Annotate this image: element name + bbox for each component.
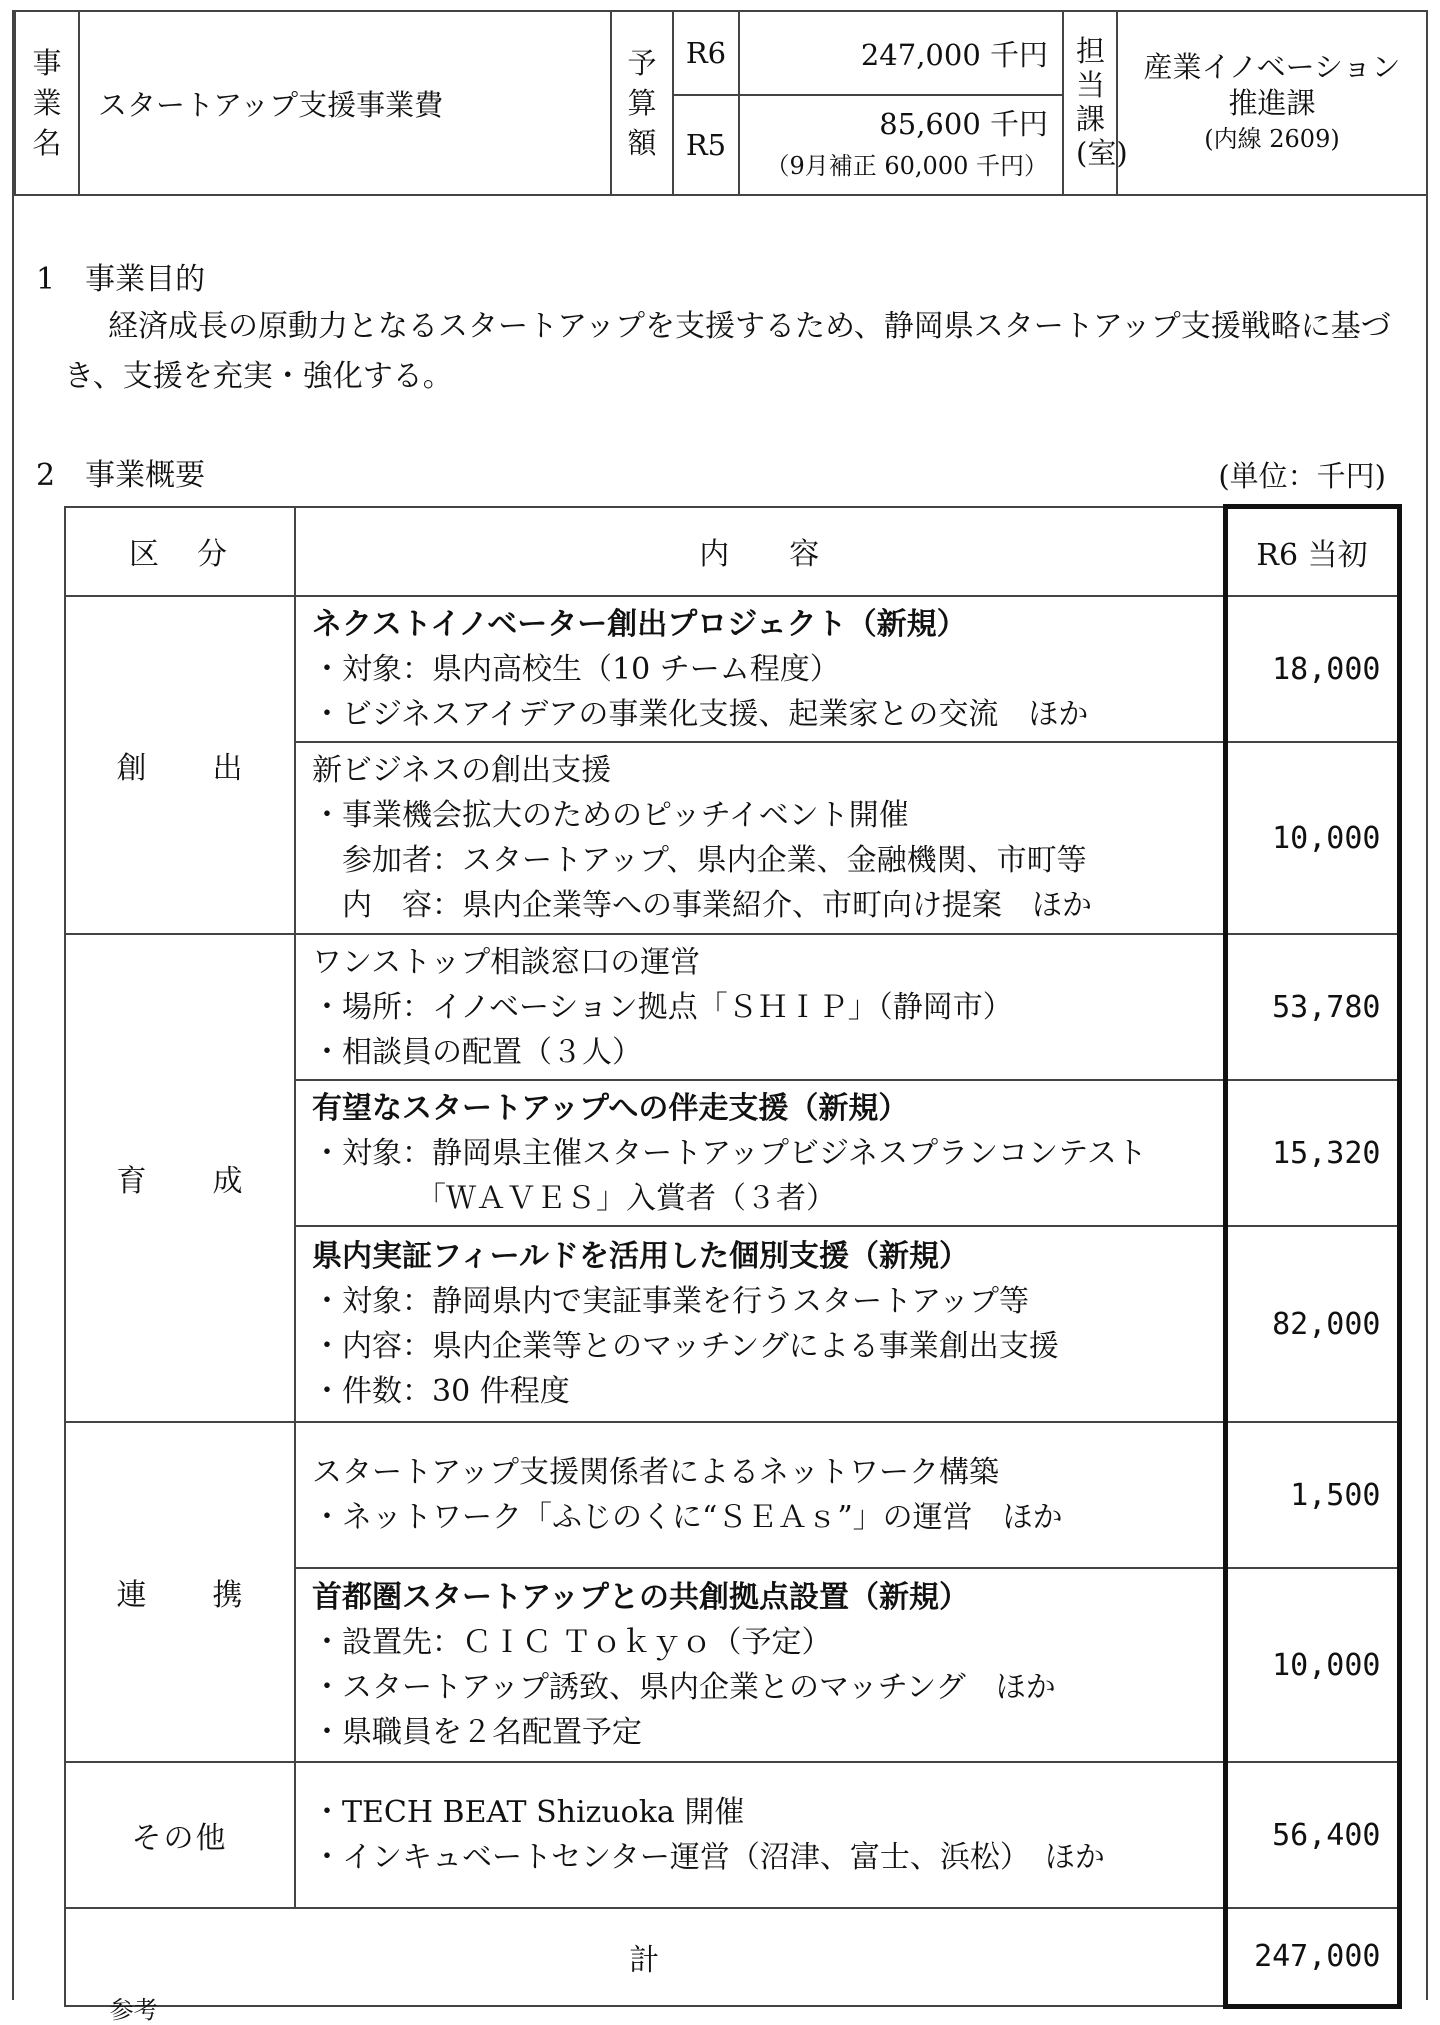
dept-cell: [1117, 11, 1427, 195]
row-line: ・スタートアップ誘致、県内企業とのマッチング ほか: [312, 1670, 1056, 1705]
row-title: スタートアップ支援関係者によるネットワーク構築: [312, 1455, 999, 1490]
row-title: 県内実証フィールドを活用した個別支援（新規）: [312, 1239, 969, 1274]
row-content: [295, 1226, 1225, 1422]
category-create: 創 出: [65, 596, 295, 934]
col-header-category: 区 分: [65, 507, 295, 597]
row-content: [295, 742, 1225, 934]
r5-label: R5: [673, 95, 739, 195]
r5-cell: [739, 95, 1063, 195]
total-row: [65, 1908, 1399, 2006]
row-line: ・対象：県内高校生（10 チーム程度）: [312, 651, 840, 687]
row-content: [295, 1422, 1225, 1568]
header-table: [14, 10, 1428, 196]
row-line: ・県職員を２名配置予定: [312, 1715, 642, 1750]
label-project-name: [15, 11, 79, 195]
row-title: 首都圏スタートアップとの共創拠点設置（新規）: [312, 1580, 969, 1615]
dept-extension: (内線 2609): [1204, 125, 1340, 153]
overview-table: [64, 504, 1402, 2009]
label-project-text: 事業名: [32, 46, 62, 160]
table-row: [65, 1762, 1399, 1908]
row-title: ワンストップ相談窓口の運営: [312, 944, 701, 980]
row-line: ・内容：県内企業等とのマッチングによる事業創出支援: [312, 1329, 1059, 1364]
col-header-content: 内 容: [295, 507, 1225, 597]
row-line: ・インキュベートセンター運営（沼津、富士、浜松） ほか: [312, 1840, 1105, 1875]
row-amount: 15,320: [1225, 1080, 1399, 1226]
row-line: ・場所：イノベーション拠点「ＳＨＩＰ」（静岡市）: [312, 989, 1013, 1025]
row-line: ・対象：静岡県内で実証事業を行うスタートアップ等: [312, 1284, 1029, 1319]
dept-line2: 推進課: [1228, 86, 1316, 120]
row-amount: 53,780: [1225, 934, 1399, 1080]
row-amount: 10,000: [1225, 742, 1399, 934]
label-budget-text: 予算額: [627, 46, 657, 160]
document-page: [12, 10, 1428, 2000]
col-header-amount: R6 当初: [1225, 507, 1399, 597]
category-other: その他: [65, 1762, 295, 1908]
row-line: 「ＷＡＶＥＳ」入賞者（３者）: [416, 1180, 836, 1216]
row-line: ・ネットワーク「ふじのくに“ＳＥＡｓ”」の運営 ほか: [312, 1500, 1063, 1535]
r6-amount: 247,000 千円: [739, 11, 1063, 95]
row-amount: 56,400: [1225, 1762, 1399, 1908]
row-line: ・ビジネスアイデアの事業化支援、起業家との交流 ほか: [312, 696, 1089, 732]
project-name: スタートアップ支援事業費: [79, 11, 611, 195]
category-nurture: 育 成: [65, 934, 295, 1422]
row-title: 有望なスタートアップへの伴走支援（新規）: [312, 1090, 909, 1126]
row-line: ・事業機会拡大のためのピッチイベント開催: [312, 798, 909, 833]
row-line: ・TECH BEAT Shizuoka 開催: [312, 1795, 745, 1830]
section1-body: 経済成長の原動力となるスタートアップを支援するため、静岡県スタートアップ支援戦略に基づき、支援を充実・強化する。: [64, 309, 1391, 394]
row-content: [295, 934, 1225, 1080]
category-link: 連 携: [65, 1422, 295, 1762]
label-dept-text: 担当課(室): [1076, 33, 1128, 170]
dept-line1: 産業イノベーション: [1143, 50, 1401, 84]
row-line: ・件数：30 件程度: [312, 1374, 570, 1409]
row-line: ・相談員の配置（３人）: [312, 1034, 642, 1070]
row-title: ネクストイノベーター創出プロジェクト（新規）: [312, 606, 967, 642]
table-row: [65, 596, 1399, 742]
row-title: 新ビジネスの創出支援: [312, 753, 612, 788]
row-amount: 18,000: [1225, 596, 1399, 742]
r5-note: （9月補正 60,000 千円）: [765, 152, 1048, 180]
r6-label: R6: [673, 11, 739, 95]
total-amount: 247,000: [1225, 1908, 1399, 2006]
row-line: ・対象：静岡県主催スタートアップビジネスプランコンテスト: [312, 1135, 1147, 1171]
label-dept: [1063, 11, 1128, 195]
row-content: [295, 1080, 1225, 1226]
row-content: [295, 1762, 1225, 1908]
row-content: [295, 596, 1225, 742]
table-row: [65, 934, 1399, 1080]
section1-heading: 1 事業目的: [36, 262, 206, 297]
label-budget: [611, 11, 673, 195]
table-header-row: [65, 507, 1399, 597]
row-amount: 1,500: [1225, 1422, 1399, 1568]
row-line: 参加者：スタートアップ、県内企業、金融機関、市町等: [342, 843, 1087, 878]
row-line: ・設置先：ＣＩＣ Ｔｏｋｙｏ（予定）: [312, 1625, 832, 1660]
unit-label: (単位：千円): [1218, 459, 1386, 493]
row-amount: 82,000: [1225, 1226, 1399, 1422]
row-content: [295, 1568, 1225, 1762]
section2-heading: 2 事業概要: [36, 458, 206, 493]
footer-fragment: 参考: [78, 1996, 158, 2024]
row-amount: 10,000: [1225, 1568, 1399, 1762]
table-row: [65, 1422, 1399, 1568]
total-label: 計: [65, 1908, 1225, 2006]
row-line: 内 容：県内企業等への事業紹介、市町向け提案 ほか: [342, 888, 1092, 923]
r5-amount: 85,600 千円: [879, 107, 1048, 141]
